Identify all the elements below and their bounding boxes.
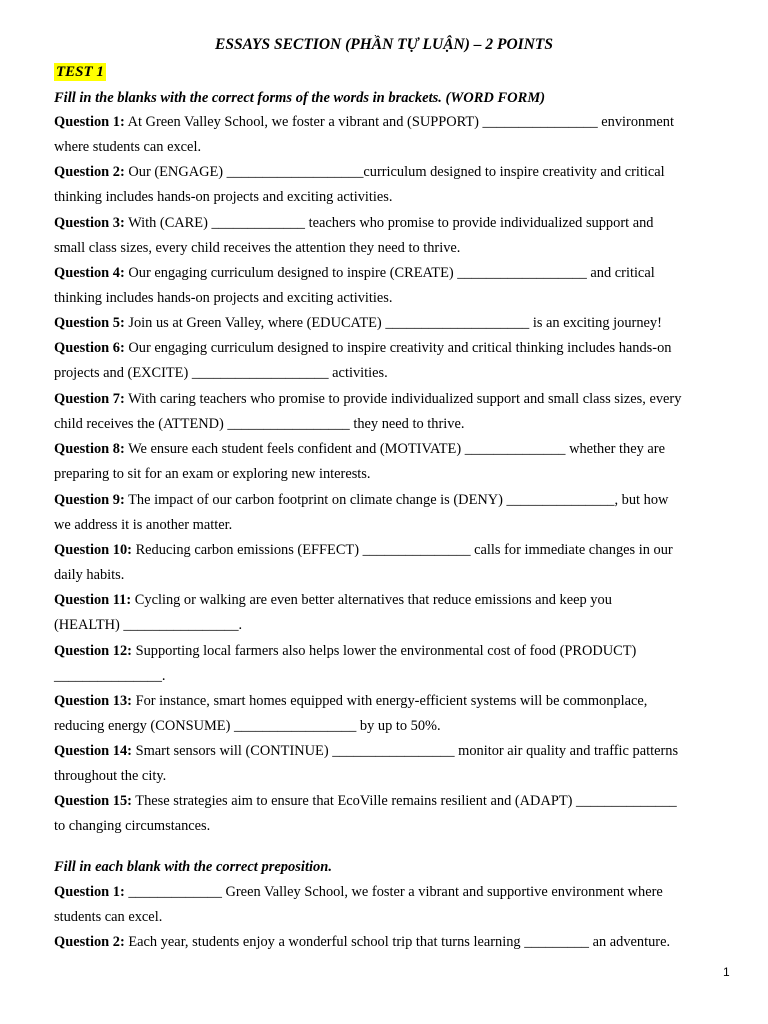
question-5 (54, 311, 734, 336)
question-13 (54, 689, 734, 740)
question-label: Question 2: (54, 164, 125, 180)
question-text: Supporting local farmers also helps lower the environmental cost of food (PRODUCT) _______________. (54, 643, 637, 685)
section1-instruction: Fill in the blanks with the correct forms of the words in brackets. (WORD FORM) (54, 90, 546, 106)
question-text: These strategies aim to ensure that EcoVille remains resilient and (ADAPT) ______________ to changing circumstances. (54, 793, 677, 835)
question-label: Question 1: (54, 114, 125, 130)
question-label: Question 7: (54, 391, 125, 407)
question-15 (54, 789, 734, 840)
question-label: Question 8: (54, 441, 125, 457)
question-text: The impact of our carbon footprint on climate change is (DENY) _______________, but how we address it is another matter. (54, 492, 669, 534)
question-label: Question 5: (54, 315, 125, 331)
question-text: With (CARE) _____________ teachers who promise to provide individualized support and small class sizes, every child receives the attention they need to thrive. (54, 215, 654, 257)
question-label: Question 1: (54, 884, 125, 900)
question-label: Question 14: (54, 743, 132, 759)
question-text: Each year, students enjoy a wonderful school trip that turns learning _________ an adventure. (124, 934, 671, 950)
question-6 (54, 336, 734, 387)
question-text: Smart sensors will (CONTINUE) _________________ monitor air quality and traffic patterns throughout the city. (54, 743, 679, 785)
question-2 (54, 160, 734, 211)
page-title: ESSAYS SECTION (PHẦN TỰ LUẬN) – 2 POINTS (215, 36, 553, 53)
page-number: 1 (723, 965, 730, 979)
question-text: Join us at Green Valley, where (EDUCATE) ____________________ is an exciting journey! (124, 315, 662, 331)
question-text: Our engaging curriculum designed to inspire (CREATE) __________________ and critical thinking includes hands-on projects and exciting activities. (54, 265, 655, 307)
test-label: TEST 1 (56, 64, 104, 80)
question-text: We ensure each student feels confident and (MOTIVATE) ______________ whether they are preparing to sit for an exam or exploring new interests. (54, 441, 665, 483)
question-7 (54, 387, 734, 438)
question-label: Question 11: (54, 592, 132, 608)
question-label: Question 9: (54, 492, 125, 508)
question-10 (54, 538, 734, 589)
question-12 (54, 639, 734, 690)
question-text: At Green Valley School, we foster a vibrant and (SUPPORT) ________________ environment where students can excel. (54, 114, 674, 156)
question-label: Question 2: (54, 934, 125, 950)
question-label: Question 12: (54, 643, 132, 659)
question-text: Our (ENGAGE) ___________________curriculum designed to inspire creativity and critical thinking includes hands-on projects and exciting activities. (54, 164, 665, 206)
preposition-question-1 (54, 880, 734, 931)
question-label: Question 4: (54, 265, 125, 281)
question-8 (54, 437, 734, 488)
question-label: Question 15: (54, 793, 132, 809)
question-label: Question 6: (54, 340, 125, 356)
question-11 (54, 588, 734, 639)
question-text: Reducing carbon emissions (EFFECT) _______________ calls for immediate changes in our daily habits. (54, 542, 673, 584)
question-9 (54, 488, 734, 539)
question-1 (54, 110, 734, 161)
question-label: Question 13: (54, 693, 132, 709)
preposition-question-2 (54, 930, 734, 955)
question-text: For instance, smart homes equipped with energy-efficient systems will be commonplace, reducing energy (CONSUME) _________________ by up to 50%. (54, 693, 648, 735)
question-label: Question 3: (54, 215, 125, 231)
question-4 (54, 261, 734, 312)
question-label: Question 10: (54, 542, 132, 558)
section2-instruction: Fill in each blank with the correct preposition. (54, 859, 332, 875)
question-text: Cycling or walking are even better alternatives that reduce emissions and keep you (HEALTH) ________________. (54, 592, 612, 634)
question-text: With caring teachers who promise to provide individualized support and small class sizes, every child receives the (ATTEND) _________________ they need to thrive. (54, 391, 682, 433)
question-14 (54, 739, 734, 790)
question-3 (54, 211, 734, 262)
question-text: Our engaging curriculum designed to inspire creativity and critical thinking includes hands-on projects and (EXCITE) ___________________ activities. (54, 340, 672, 382)
question-text: _____________ Green Valley School, we foster a vibrant and supportive environment where students can excel. (54, 884, 663, 926)
